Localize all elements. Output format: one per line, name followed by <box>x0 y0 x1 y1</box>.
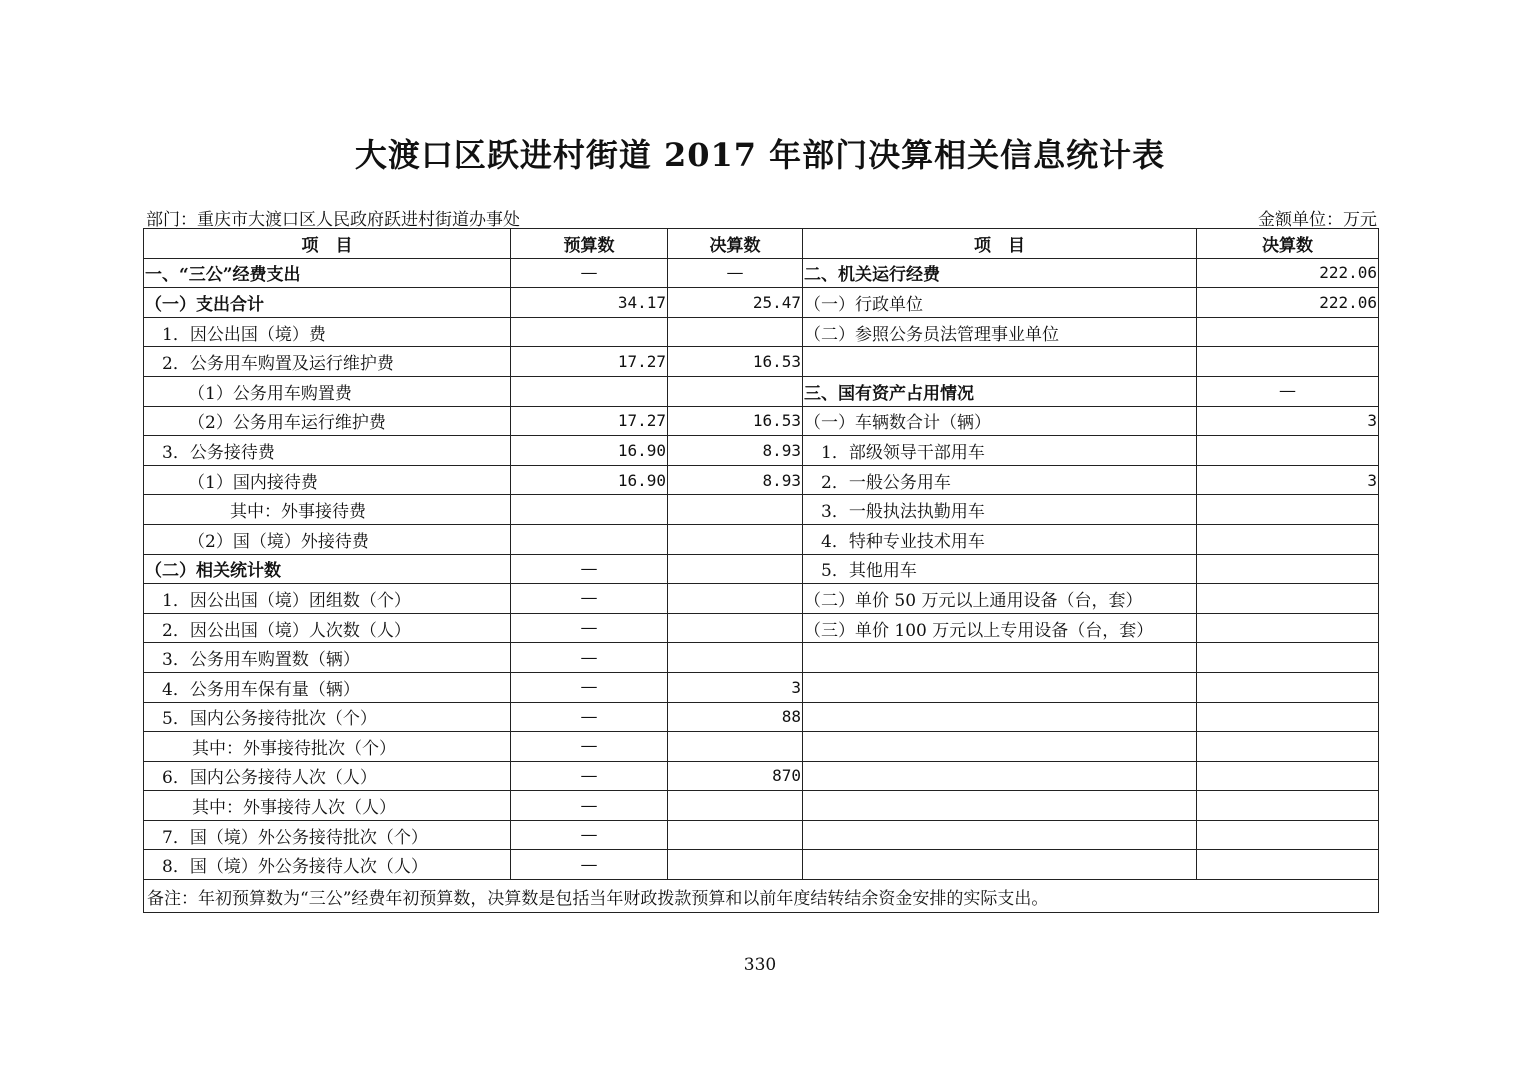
table-row <box>144 702 1379 732</box>
right-label: （一）车辆数合计（辆） <box>803 406 1197 436</box>
right-label: 三、国有资产占用情况 <box>803 376 1197 406</box>
right-label: 3．一般执法执勤用车 <box>803 495 1197 525</box>
row-label: 2．公务用车购置及运行维护费 <box>144 347 511 377</box>
row-label: 一、“三公”经费支出 <box>144 258 511 288</box>
right-value <box>1197 436 1379 466</box>
final-cell: 870 <box>668 761 803 791</box>
budget-cell: 16.90 <box>511 436 668 466</box>
header-budget: 预算数 <box>511 229 668 259</box>
right-label <box>803 643 1197 673</box>
table-row <box>144 288 1379 318</box>
budget-cell: — <box>511 702 668 732</box>
right-value <box>1197 317 1379 347</box>
header-item: 项 目 <box>144 229 511 259</box>
page-number: 330 <box>743 955 777 975</box>
right-label: （二）参照公务员法管理事业单位 <box>803 317 1197 347</box>
final-cell <box>668 732 803 762</box>
budget-cell: — <box>511 820 668 850</box>
right-label: 4．特种专业技术用车 <box>803 524 1197 554</box>
table-row <box>144 406 1379 436</box>
row-label: 7．国（境）外公务接待批次（个） <box>144 820 511 850</box>
table-row <box>144 436 1379 466</box>
right-value: 3 <box>1197 406 1379 436</box>
right-value <box>1197 495 1379 525</box>
right-value <box>1197 702 1379 732</box>
budget-cell <box>511 317 668 347</box>
right-value <box>1197 347 1379 377</box>
note-text: 备注：年初预算数为“三公”经费年初预算数，决算数是包括当年财政拨款预算和以前年度结转结余资金安排的实际支出。 <box>144 880 1379 913</box>
right-label: （一）行政单位 <box>803 288 1197 318</box>
department-label: 部门：重庆市大渡口区人民政府跃进村街道办事处 <box>146 210 520 230</box>
table-row <box>144 317 1379 347</box>
right-label <box>803 732 1197 762</box>
row-label: 4．公务用车保有量（辆） <box>144 672 511 702</box>
budget-cell <box>511 376 668 406</box>
table-row <box>144 643 1379 673</box>
note-row <box>144 880 1379 913</box>
right-value <box>1197 850 1379 880</box>
final-cell <box>668 495 803 525</box>
row-label: 1．因公出国（境）费 <box>144 317 511 347</box>
right-value <box>1197 643 1379 673</box>
final-cell <box>668 791 803 821</box>
right-value <box>1197 524 1379 554</box>
row-label: 3．公务接待费 <box>144 436 511 466</box>
row-label: 6．国内公务接待人次（人） <box>144 761 511 791</box>
right-label <box>803 347 1197 377</box>
row-label: 3．公务用车购置数（辆） <box>144 643 511 673</box>
right-value <box>1197 613 1379 643</box>
table-row <box>144 258 1379 288</box>
right-label: 2．一般公务用车 <box>803 465 1197 495</box>
table-row <box>144 672 1379 702</box>
right-value <box>1197 761 1379 791</box>
budget-cell: — <box>511 761 668 791</box>
right-label: 5．其他用车 <box>803 554 1197 584</box>
final-cell <box>668 584 803 614</box>
final-cell: 8.93 <box>668 465 803 495</box>
right-label: （三）单价 100 万元以上专用设备（台，套） <box>803 613 1197 643</box>
right-label <box>803 820 1197 850</box>
right-label: （二）单价 50 万元以上通用设备（台，套） <box>803 584 1197 614</box>
table-row <box>144 613 1379 643</box>
right-label <box>803 791 1197 821</box>
budget-cell: — <box>511 258 668 288</box>
right-label <box>803 761 1197 791</box>
right-label <box>803 702 1197 732</box>
table-row <box>144 524 1379 554</box>
table-row <box>144 554 1379 584</box>
row-label: 其中：外事接待人次（人） <box>144 791 511 821</box>
budget-cell: 17.27 <box>511 347 668 377</box>
final-cell: 16.53 <box>668 347 803 377</box>
header-final-right: 决算数 <box>1197 229 1379 259</box>
table-row <box>144 820 1379 850</box>
right-value <box>1197 584 1379 614</box>
row-label: 8．国（境）外公务接待人次（人） <box>144 850 511 880</box>
table-row <box>144 584 1379 614</box>
statistics-table <box>143 228 1379 913</box>
right-value: — <box>1197 376 1379 406</box>
row-label: （2）公务用车运行维护费 <box>144 406 511 436</box>
right-value: 3 <box>1197 465 1379 495</box>
table-row <box>144 732 1379 762</box>
page-title: 大渡口区跃进村街道 2017 年部门决算相关信息统计表 <box>354 136 1166 174</box>
row-label: 2．因公出国（境）人次数（人） <box>144 613 511 643</box>
right-label: 二、机关运行经费 <box>803 258 1197 288</box>
table-row <box>144 791 1379 821</box>
row-label: （二）相关统计数 <box>144 554 511 584</box>
budget-cell: 17.27 <box>511 406 668 436</box>
right-value: 222.06 <box>1197 288 1379 318</box>
table-row <box>144 850 1379 880</box>
final-cell <box>668 820 803 850</box>
row-label: （1）国内接待费 <box>144 465 511 495</box>
final-cell <box>668 376 803 406</box>
final-cell: — <box>668 258 803 288</box>
final-cell: 25.47 <box>668 288 803 318</box>
final-cell <box>668 554 803 584</box>
row-label: 5．国内公务接待批次（个） <box>144 702 511 732</box>
row-label: （1）公务用车购置费 <box>144 376 511 406</box>
budget-cell: — <box>511 554 668 584</box>
table-row <box>144 465 1379 495</box>
budget-cell: — <box>511 791 668 821</box>
table-row <box>144 761 1379 791</box>
final-cell <box>668 524 803 554</box>
right-value <box>1197 791 1379 821</box>
budget-cell: — <box>511 643 668 673</box>
budget-cell: 16.90 <box>511 465 668 495</box>
table-row <box>144 495 1379 525</box>
table-row <box>144 347 1379 377</box>
budget-cell <box>511 524 668 554</box>
row-label: （2）国（境）外接待费 <box>144 524 511 554</box>
right-value <box>1197 732 1379 762</box>
budget-cell: — <box>511 672 668 702</box>
budget-cell <box>511 495 668 525</box>
final-cell <box>668 613 803 643</box>
budget-cell: — <box>511 732 668 762</box>
final-cell: 8.93 <box>668 436 803 466</box>
budget-cell: — <box>511 850 668 880</box>
header-item-right: 项 目 <box>803 229 1197 259</box>
right-value <box>1197 672 1379 702</box>
right-value: 222.06 <box>1197 258 1379 288</box>
row-label: （一）支出合计 <box>144 288 511 318</box>
right-value <box>1197 820 1379 850</box>
final-cell: 3 <box>668 672 803 702</box>
table-row <box>144 376 1379 406</box>
right-label <box>803 850 1197 880</box>
final-cell <box>668 643 803 673</box>
final-cell: 88 <box>668 702 803 732</box>
row-label: 其中：外事接待费 <box>144 495 511 525</box>
header-final: 决算数 <box>668 229 803 259</box>
budget-cell: — <box>511 584 668 614</box>
table-header-row <box>144 229 1379 259</box>
final-cell <box>668 317 803 347</box>
final-cell: 16.53 <box>668 406 803 436</box>
row-label: 1．因公出国（境）团组数（个） <box>144 584 511 614</box>
budget-cell: — <box>511 613 668 643</box>
budget-cell: 34.17 <box>511 288 668 318</box>
right-value <box>1197 554 1379 584</box>
unit-label: 金额单位：万元 <box>1258 210 1377 230</box>
right-label: 1．部级领导干部用车 <box>803 436 1197 466</box>
final-cell <box>668 850 803 880</box>
row-label: 其中：外事接待批次（个） <box>144 732 511 762</box>
right-label <box>803 672 1197 702</box>
